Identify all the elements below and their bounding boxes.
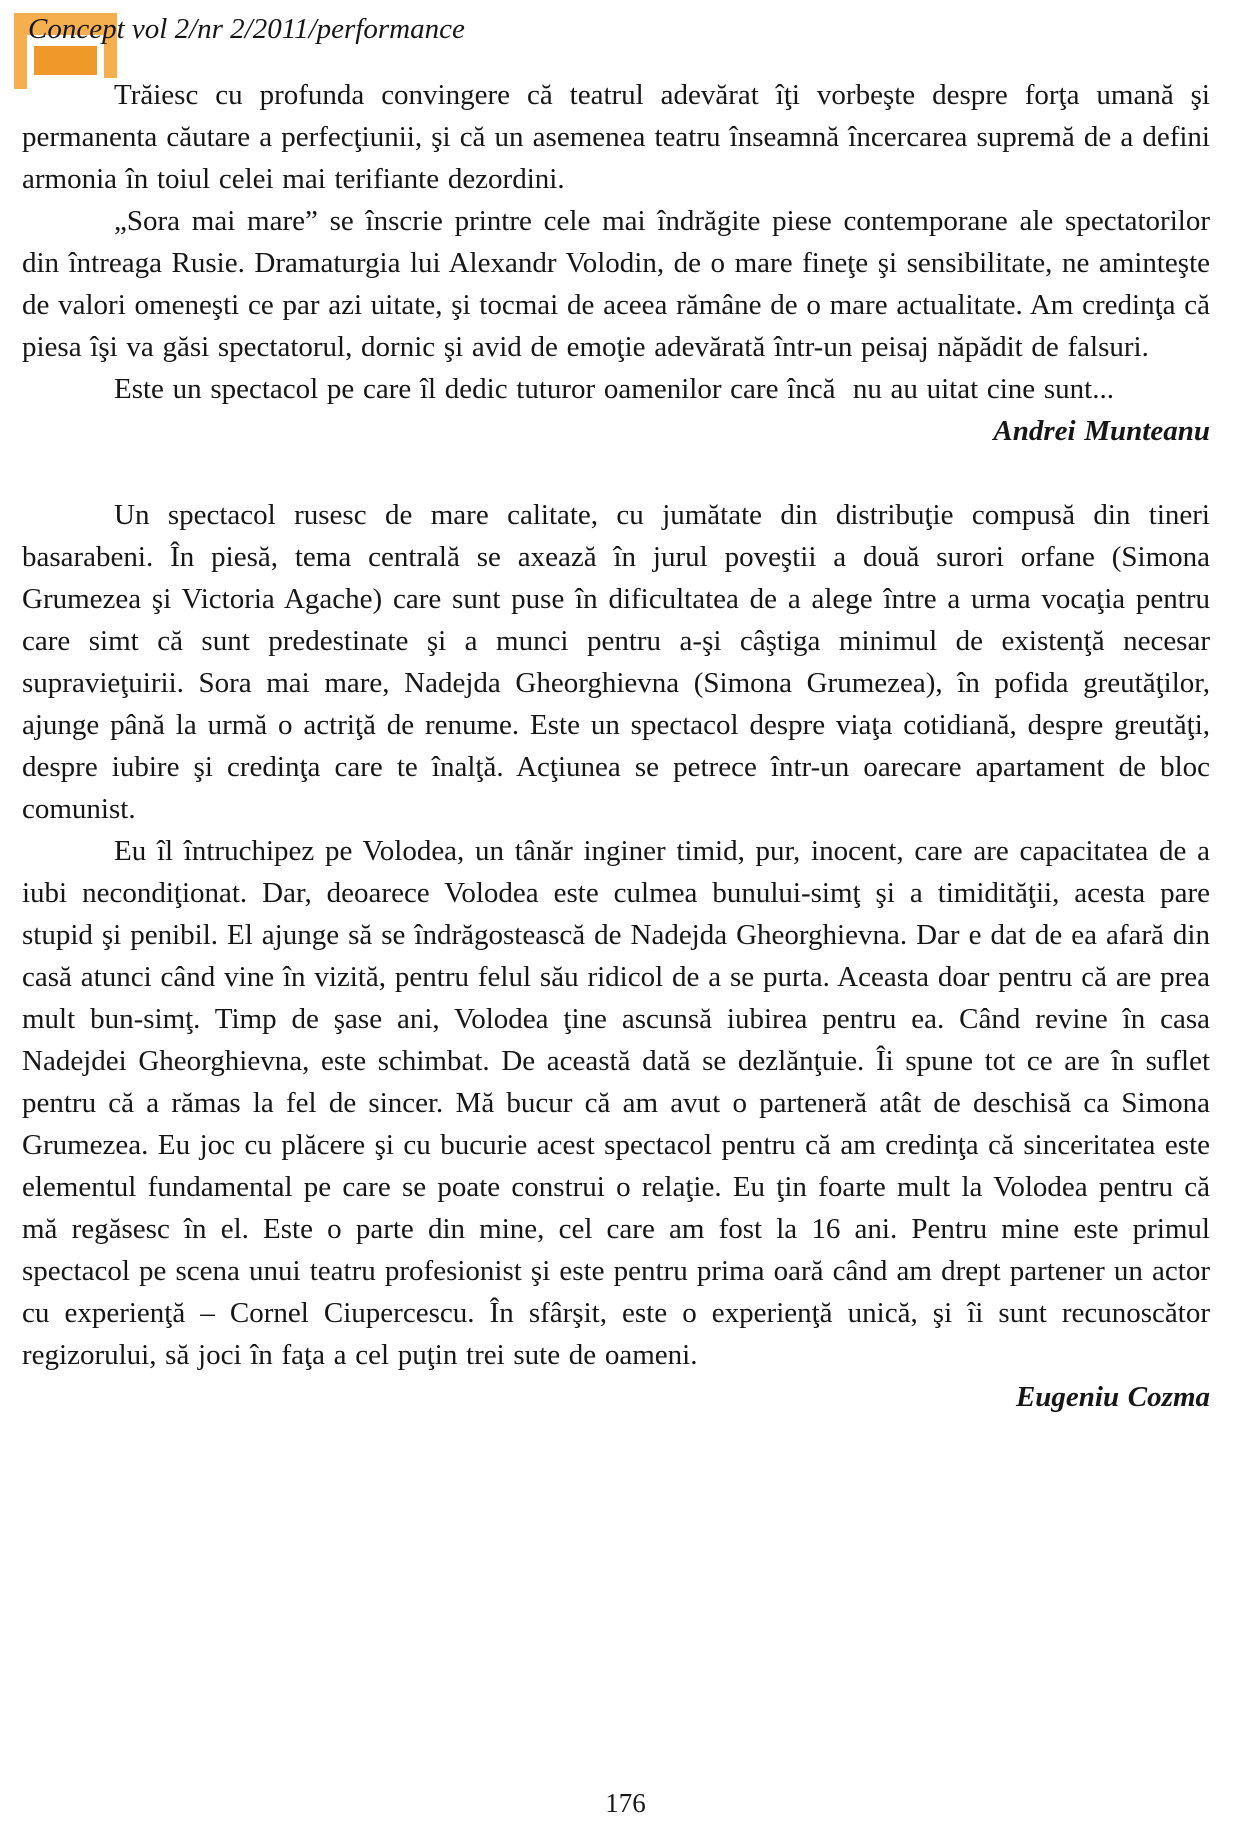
paragraph-4: Un spectacol rusesc de mare calitate, cu jumătate din distribuţie compusă din tineri basarabeni. În piesă, tema centrală se axează în jurul poveştii a două surori orfane (Simona Grumezea şi Victoria Agache) care sunt puse în dificultatea de a alege între a urma vocaţia pentru care simt că sunt predestinate şi a munci pentru a-şi câştiga minimul de existenţă necesar supravieţuirii. Sora mai mare, Nadejda Gheorghievna (Simona Grumezea), în pofida greutăţilor, ajunge până la urmă o actriţă de renume. Este un spectacol despre viaţa cotidiană, despre greutăţi, despre iubire şi credinţa care te înalţă. Acţiunea se petrece într-un oarecare apartament de bloc comunist. [22, 499, 1210, 825]
article-body [22, 74, 1210, 1418]
page-header [0, 0, 1251, 64]
journal-title: Concept vol 2/nr 2/2011/performance [28, 13, 465, 45]
paragraph-2: „Sora mai mare” se înscrie printre cele mai îndrăgite piese contemporane ale spectatorilor din întreaga Rusie. Dramaturgia lui Alexandr Volodin, de o mare fineţe şi sensibilitate, ne aminteşte de valori omeneşti ce par azi uitate, şi tocmai de aceea rămâne de o mare actualitate. Am credinţa că piesa îşi va găsi spectatorul, dornic şi avid de emoţie adevărată într-un peisaj năpădit de falsuri. [22, 205, 1210, 363]
author-signature-2: Eugeniu Cozma [1015, 1381, 1210, 1413]
page-footer [0, 1788, 1251, 1819]
page-number: 176 [605, 1788, 646, 1818]
paragraph-3: Este un spectacol pe care îl dedic tuturor oamenilor care încă nu au uitat cine sunt... [114, 373, 1114, 405]
author-signature-1: Andrei Munteanu [993, 415, 1210, 447]
paragraph-5: Eu îl întruchipez pe Volodea, un tânăr inginer timid, pur, inocent, care are capacitatea de a iubi necondiţionat. Dar, deoarece Volodea este culmea bunului-simţ şi a timidităţii, acesta pare stupid şi penibil. El ajunge să se îndrăgostească de Nadejda Gheorghievna. Dar e dat de ea afară din casă atunci când vine în vizită, pentru felul său ridicol de a se purta. Aceasta doar pentru că are prea mult bun-simţ. Timp de şase ani, Volodea ţine ascunsă iubirea pentru ea. Când revine în casa Nadejdei Gheorghievna, este schimbat. De această dată se dezlănţuie. Îi spune tot ce are în suflet pentru că a rămas la fel de sincer. Mă bucur că am avut o parteneră atât de deschisă ca Simona Grumezea. Eu joc cu plăcere şi cu bucurie acest spectacol pentru că am credinţa că sinceritatea este elementul fundamental pe care se poate construi o relaţie. Eu ţin foarte mult la Volodea pentru că mă regăsesc în el. Este o parte din mine, cel care am fost la 16 ani. Pentru mine este primul spectacol pe scena unui teatru profesionist şi este pentru prima oară când am drept partener un actor cu experienţă – Cornel Ciupercescu. În sfârşit, este o experienţă unică, şi îi sunt recunoscător regizorului, să joci în faţa a cel puţin trei sute de oameni. [22, 835, 1210, 1371]
paragraph-1: Trăiesc cu profunda convingere că teatrul adevărat îţi vorbeşte despre forţa umană şi permanenta căutare a perfecţiunii, şi că un asemenea teatru înseamnă încercarea supremă de a defini armonia în toiul celei mai terifiante dezordini. [22, 79, 1210, 195]
